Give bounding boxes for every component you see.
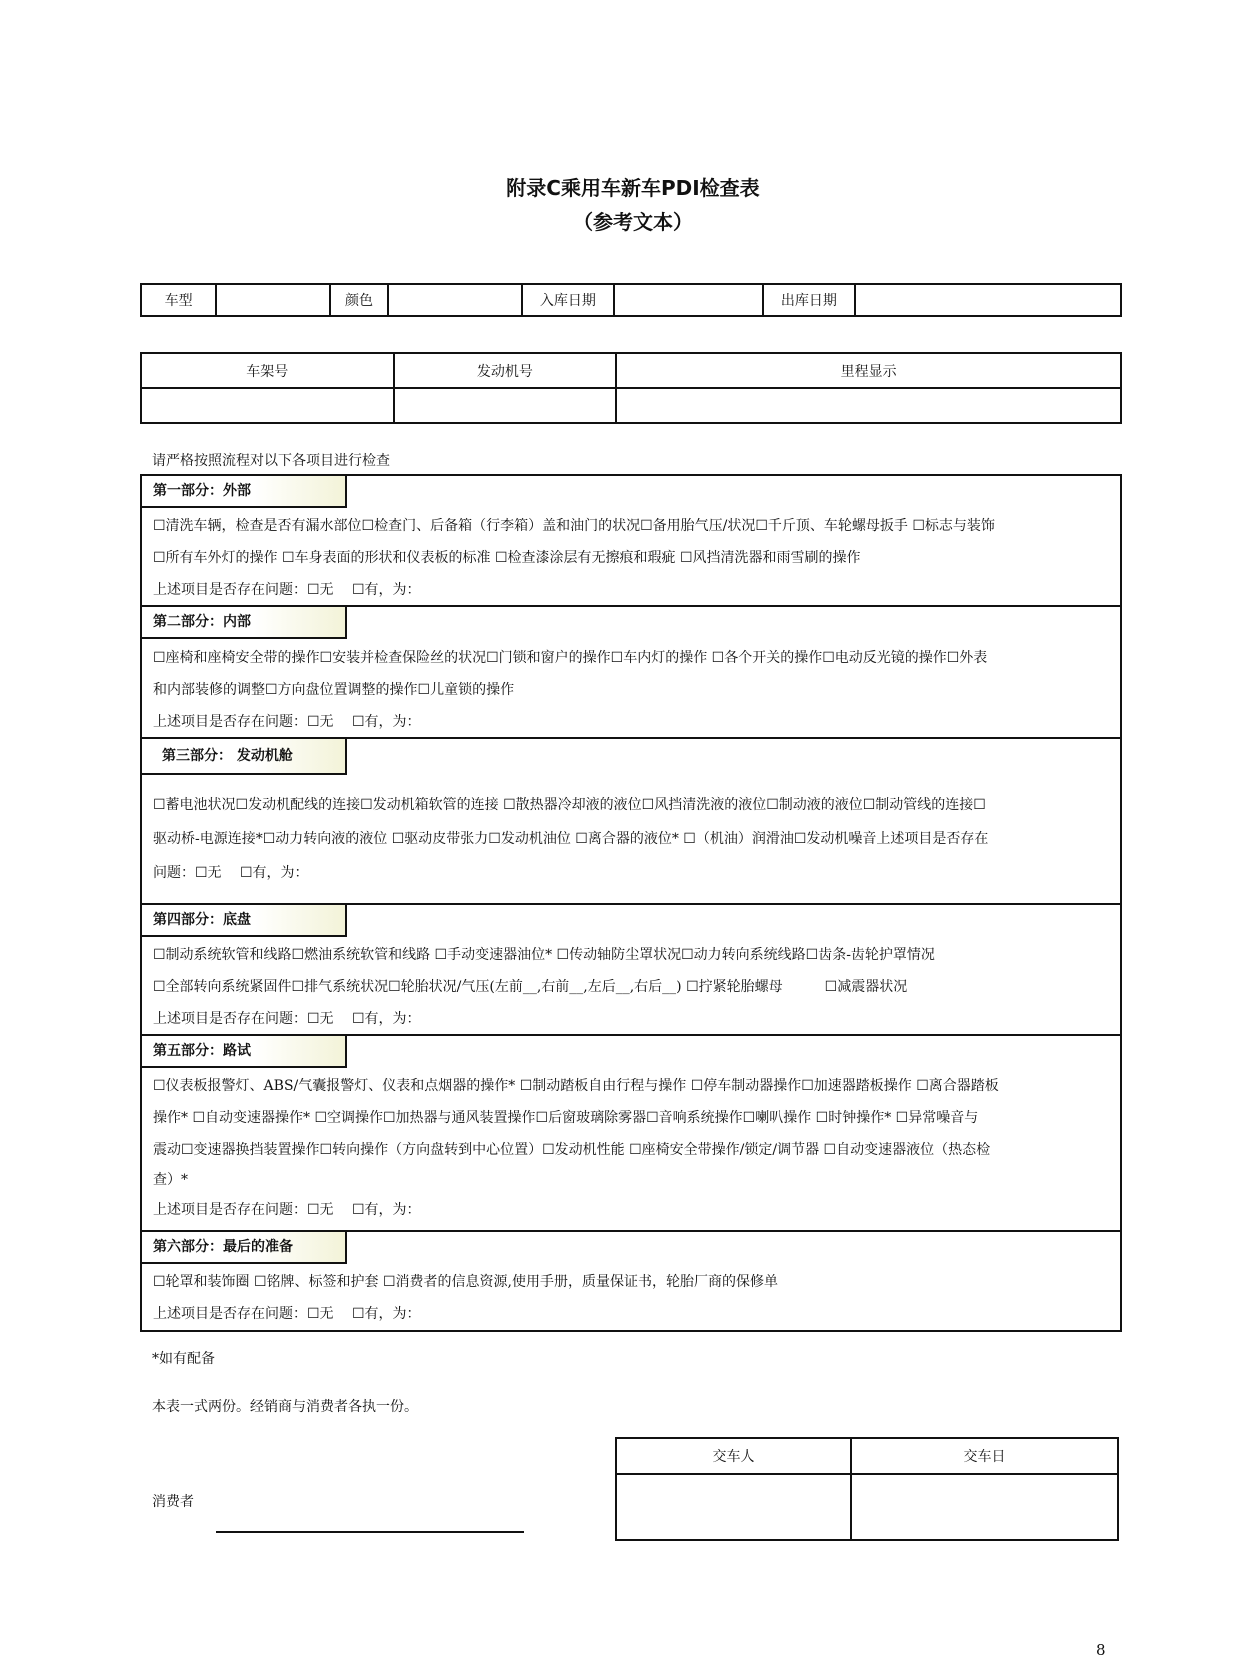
out-date-label: 出库日期 <box>763 284 854 316</box>
mileage-field[interactable] <box>616 388 1121 423</box>
out-date-field[interactable] <box>855 284 1121 316</box>
engine-field[interactable] <box>394 388 617 423</box>
problem-line: 上述项目是否存在问题：☐无 ☐有，为： <box>153 714 421 730</box>
checklist-line: 驱动桥-电源连接*☐动力转向液的液位 ☐驱动皮带张力☐发动机油位 ☐离合器的液位* ☐（机油）润滑油☐发动机噪音上述项目是否存在 <box>153 831 989 847</box>
checklist-line: ☐制动系统软管和线路☐燃油系统软管和线路 ☐手动变速器油位* ☐传动轴防尘罩状况☐动力转向系统线路☐齿条-齿轮护罩情况 <box>153 947 935 963</box>
section-title: 第二部分：内部 <box>142 607 347 639</box>
problem-line: 上述项目是否存在问题：☐无 ☐有，为： <box>153 582 421 598</box>
section-engine-bay <box>140 737 1122 905</box>
section-road-test <box>140 1034 1122 1232</box>
page-subtitle: （参考文本） <box>573 210 693 234</box>
color-field[interactable] <box>388 284 522 316</box>
checklist-line: ☐仪表板报警灯、ABS/气囊报警灯、仪表和点烟器的操作* ☐制动踏板自由行程与操作 ☐停车制动器操作☐加速器踏板操作 ☐离合器踏板 <box>153 1078 999 1094</box>
checklist-line: 操作* ☐自动变速器操作* ☐空调操作☐加热器与通风装置操作☐后窗玻璃除雾器☐音响系统操作☐喇叭操作 ☐时钟操作* ☐异常噪音与 <box>153 1110 979 1126</box>
section-title: 第四部分：底盘 <box>142 905 347 937</box>
in-date-label: 入库日期 <box>522 284 613 316</box>
checklist-line: 和内部装修的调整☐方向盘位置调整的操作☐儿童锁的操作 <box>153 682 515 698</box>
section-final-preparation <box>140 1230 1122 1332</box>
vehicle-id-table <box>140 352 1122 424</box>
color-label: 颜色 <box>330 284 388 316</box>
engine-label: 发动机号 <box>394 353 617 388</box>
section-exterior <box>140 474 1122 607</box>
delivery-date-field[interactable] <box>851 1474 1118 1540</box>
section-title: 第三部分： 发动机舱 <box>142 739 347 775</box>
section-interior <box>140 605 1122 739</box>
checklist-line: ☐所有车外灯的操作 ☐车身表面的形状和仪表板的标准 ☐检查漆涂层有无擦痕和瑕疵 ☐风挡清洗器和雨雪刷的操作 <box>153 550 861 566</box>
footnote: *如有配备 <box>152 1351 215 1367</box>
checklist-line: ☐座椅和座椅安全带的操作☐安装并检查保险丝的状况☐门锁和窗户的操作☐车内灯的操作 ☐各个开关的操作☐电动反光镜的操作☐外表 <box>153 650 988 666</box>
section-title: 第一部分：外部 <box>142 476 347 508</box>
page-number: 8 <box>1096 1641 1106 1659</box>
checklist-line: ☐清洗车辆，检查是否有漏水部位☐检查门、后备箱（行李箱）盖和油门的状况☐备用胎气压/状况☐千斤顶、车轮螺母扳手 ☐标志与装饰 <box>153 518 995 534</box>
delivery-date-label: 交车日 <box>851 1438 1118 1474</box>
checklist-line: ☐全部转向系统紧固件☐排气系统状况☐轮胎状况/气压(左前__,右前__,左后__,右后__) ☐拧紧轮胎螺母 ☐减震器状况 <box>153 979 908 995</box>
problem-line: 上述项目是否存在问题：☐无 ☐有，为： <box>153 1011 421 1027</box>
deliverer-field[interactable] <box>616 1474 851 1540</box>
page-title: 附录C乘用车新车PDI检查表 <box>506 176 760 200</box>
model-field[interactable] <box>216 284 330 316</box>
vin-label: 车架号 <box>141 353 394 388</box>
copies-note: 本表一式两份。经销商与消费者各执一份。 <box>152 1399 418 1415</box>
vin-field[interactable] <box>141 388 394 423</box>
mileage-label: 里程显示 <box>616 353 1121 388</box>
problem-line: 上述项目是否存在问题：☐无 ☐有，为： <box>153 1202 421 1218</box>
model-label: 车型 <box>141 284 216 316</box>
checklist-line: ☐蓄电池状况☐发动机配线的连接☐发动机箱软管的连接 ☐散热器冷却液的液位☐风挡清洗液的液位☐制动液的液位☐制动管线的连接☐ <box>153 797 986 813</box>
consumer-signature-line[interactable] <box>216 1531 524 1533</box>
consumer-label: 消费者 <box>152 1494 194 1510</box>
checklist-line: ☐轮罩和装饰圈 ☐铭牌、标签和护套 ☐消费者的信息资源,使用手册，质量保证书，轮胎厂商的保修单 <box>153 1274 779 1290</box>
deliverer-label: 交车人 <box>616 1438 851 1474</box>
checklist-line: 查）* <box>153 1172 188 1188</box>
instruction: 请严格按照流程对以下各项目进行检查 <box>152 453 390 469</box>
in-date-field[interactable] <box>614 284 763 316</box>
checklist-line: 震动☐变速器换挡装置操作☐转向操作（方向盘转到中心位置）☐发动机性能 ☐座椅安全带操作/锁定/调节器 ☐自动变速器液位（热态检 <box>153 1142 991 1158</box>
problem-line: 问题：☐无 ☐有，为： <box>153 865 309 881</box>
section-chassis <box>140 903 1122 1036</box>
section-title: 第六部分：最后的准备 <box>142 1232 347 1264</box>
vehicle-info-table <box>140 283 1122 317</box>
delivery-sign-table <box>615 1437 1119 1541</box>
problem-line: 上述项目是否存在问题：☐无 ☐有，为： <box>153 1306 421 1322</box>
section-title: 第五部分：路试 <box>142 1036 347 1068</box>
